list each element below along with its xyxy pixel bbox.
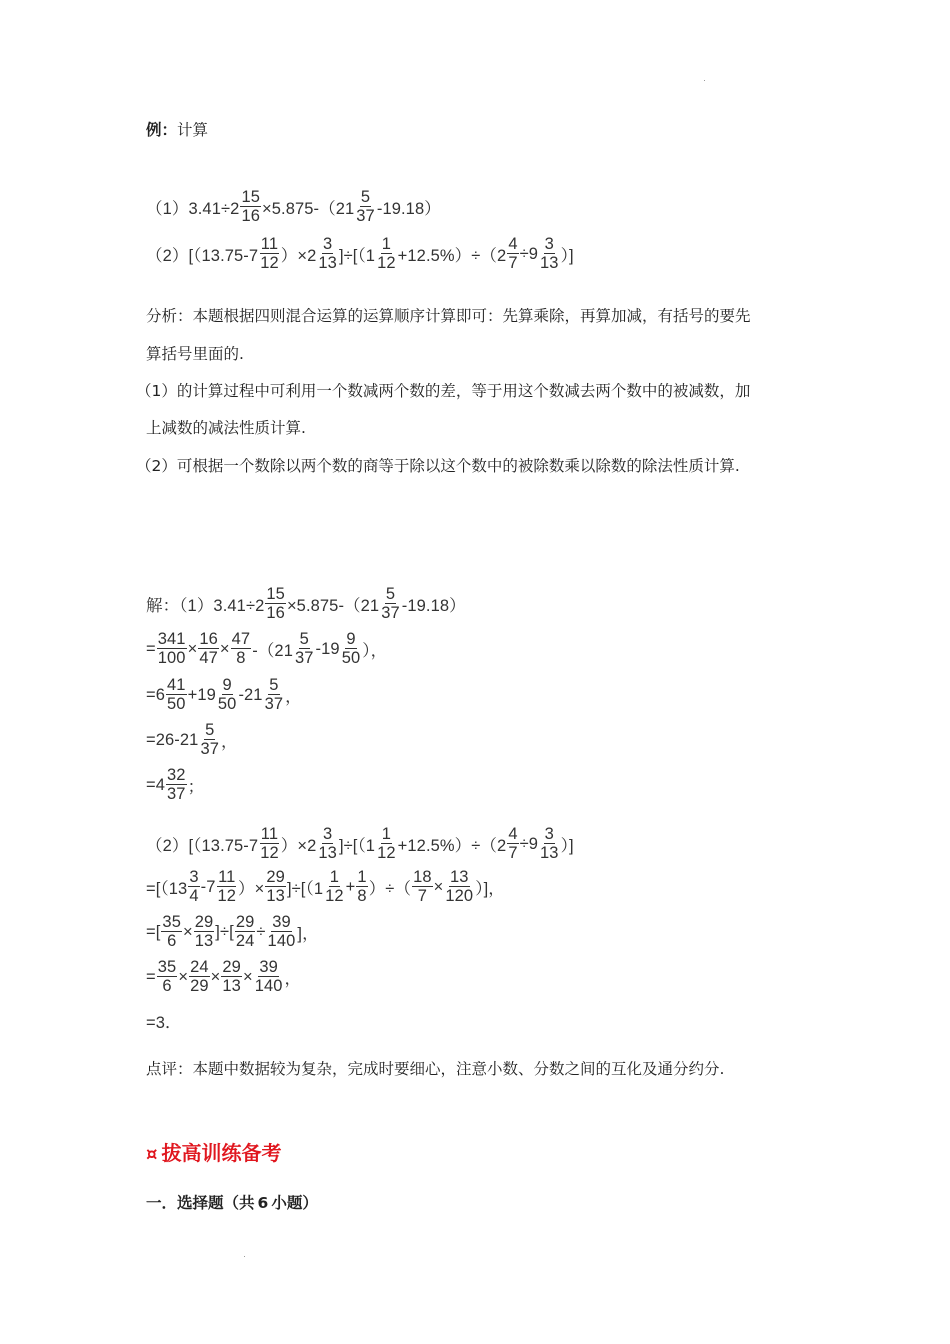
solution-1-line-1: 解：（1）3.41÷2 $\frac{15}{16}$ ×5.875-（21 $\frac{5}{37}$ -19.18） (146, 585, 466, 622)
fraction: $\frac{32}{37}$ (167, 766, 186, 803)
fraction: $\frac{1}{12}$ (377, 825, 396, 862)
solution-2-line-5: =3． (146, 1014, 182, 1032)
section-mark-icon: ¤ (146, 1144, 158, 1165)
fraction: $\frac{39}{140}$ (254, 958, 283, 995)
solution-2-line-4: = $\frac{35}{6}$ × $\frac{24}{29}$ × $\frac{29}{13}$ × $\frac{39}{140}$ ， (146, 958, 302, 995)
fraction: $\frac{3}{13}$ (318, 825, 337, 862)
scan-dot (244, 1256, 245, 1257)
fraction: $\frac{15}{16}$ (266, 585, 285, 622)
analysis-line-2: 算括号里面的. (146, 345, 244, 363)
solution-2-line-1: （2）[（13.75-7 $\frac{11}{12}$ ）×2 $\frac{3}{13}$ ]÷[（1 $\frac{1}{12}$ +12.5%）÷（2 $\frac{4}{7}$ ÷9 $\frac{3}{13}$ ）] (146, 825, 574, 862)
fraction: $\frac{41}{50}$ (167, 676, 186, 713)
fraction: $\frac{29}{13}$ (222, 958, 241, 995)
fraction: $\frac{39}{140}$ (267, 913, 296, 950)
scan-dot (704, 80, 705, 81)
fraction: $\frac{11}{12}$ (260, 825, 279, 862)
problem-1: （1）3.41÷2 $\frac{15}{16}$ ×5.875-（21 $\frac{5}{37}$ -19.18） (146, 188, 441, 225)
fraction: $\frac{9}{50}$ (217, 676, 237, 713)
fraction: $\frac{47}{8}$ (231, 630, 251, 667)
fraction: $\frac{1}{12}$ (377, 235, 396, 272)
fraction: $\frac{341}{100}$ (157, 630, 186, 667)
fraction: $\frac{3}{4}$ (189, 868, 199, 905)
section-title: 拔高训练备考 (161, 1141, 282, 1165)
section-heading (146, 1137, 281, 1166)
fraction: $\frac{5}{37}$ (200, 721, 219, 758)
solution-1-line-2: = $\frac{341}{100}$ × $\frac{16}{47}$ × $\frac{47}{8}$ -（21 $\frac{5}{37}$ -19 $\frac{9}{50}$ ）， (146, 630, 388, 667)
solution-1-line-3: =6 $\frac{41}{50}$ +19 $\frac{9}{50}$ -21 $\frac{5}{37}$ ， (146, 676, 302, 713)
fraction: $\frac{13}{120}$ (445, 868, 474, 905)
solution-2-line-3: =[ $\frac{35}{6}$ × $\frac{29}{13}$ ]÷[ $\frac{29}{24}$ ÷ $\frac{39}{140}$ ]， (146, 913, 319, 950)
fraction: $\frac{3}{13}$ (318, 235, 337, 272)
fraction: $\frac{1}{8}$ (357, 868, 367, 905)
fraction: $\frac{11}{12}$ (217, 868, 237, 905)
example-heading (146, 120, 208, 140)
fraction: $\frac{4}{7}$ (508, 235, 518, 272)
fraction: $\frac{3}{13}$ (540, 825, 559, 862)
example-label: 例： (146, 121, 178, 139)
fraction: $\frac{24}{29}$ (190, 958, 209, 995)
fraction: $\frac{35}{6}$ (162, 913, 181, 950)
analysis-line-3: （1）的计算过程中可利用一个数减两个数的差，等于用这个数减去两个数中的被减数，加 (136, 382, 751, 400)
fraction: $\frac{5}{37}$ (356, 188, 375, 225)
fraction: $\frac{29}{24}$ (235, 913, 255, 950)
fraction: $\frac{35}{6}$ (157, 958, 177, 995)
fraction: $\frac{29}{13}$ (266, 868, 285, 905)
comment: 点评：本题中数据较为复杂，完成时要细心，注意小数、分数之间的互化及通分约分. (146, 1060, 725, 1078)
solution-1-line-4: =26-21 $\frac{5}{37}$ ， (146, 721, 238, 758)
fraction: $\frac{18}{7}$ (413, 868, 432, 905)
fraction: $\frac{9}{50}$ (341, 630, 361, 667)
fraction: $\frac{1}{12}$ (325, 868, 344, 905)
fraction: $\frac{4}{7}$ (508, 825, 518, 862)
problem-2: （2）[（13.75-7 $\frac{11}{12}$ ）×2 $\frac{3}{13}$ ]÷[（1 $\frac{1}{12}$ +12.5%）÷（2 $\frac{4}{7}$ ÷9 $\frac{3}{13}$ ）] (146, 235, 574, 272)
solution-1-line-5: =4 $\frac{32}{37}$ ； (146, 766, 205, 803)
analysis-line-5: （2）可根据一个数除以两个数的商等于除以这个数中的被除数乘以除数的除法性质计算. (136, 457, 740, 475)
fraction: $\frac{16}{47}$ (199, 630, 218, 667)
analysis-line-4: 上减数的减法性质计算. (146, 419, 306, 437)
fraction: $\frac{15}{16}$ (241, 188, 260, 225)
example-text: 计算 (177, 121, 209, 139)
fraction: $\frac{5}{37}$ (294, 630, 314, 667)
analysis-line-1: 分析：本题根据四则混合运算的运算顺序计算即可：先算乘除，再算加减，有括号的要先 (146, 307, 751, 325)
subsection-heading: 一．选择题（共 6 小题） (146, 1194, 318, 1212)
fraction: $\frac{3}{13}$ (540, 235, 559, 272)
fraction: $\frac{11}{12}$ (260, 235, 279, 272)
fraction: $\frac{5}{37}$ (264, 676, 284, 713)
fraction: $\frac{29}{13}$ (194, 913, 214, 950)
solution-2-line-2: =[（13 $\frac{3}{4}$ -7 $\frac{11}{12}$ ）× $\frac{29}{13}$ ]÷[（1 $\frac{1}{12}$ + $\frac{1}{8}$ ）÷（ $\frac{18}{7}$ × $\frac{13}{120}$ ）]， (146, 868, 505, 905)
fraction: $\frac{5}{37}$ (381, 585, 400, 622)
